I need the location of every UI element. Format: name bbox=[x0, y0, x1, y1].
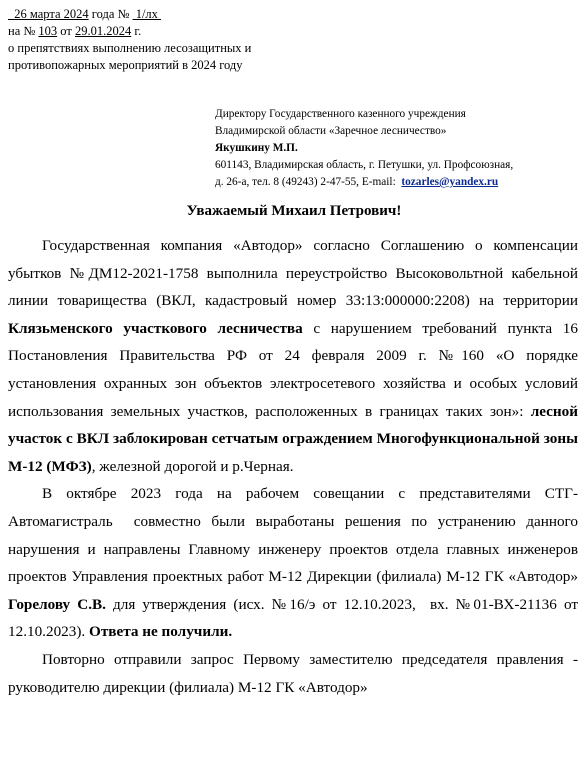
recipient-position: Директору Государственного казенного учреждения bbox=[215, 108, 466, 120]
recipient-address-text: д. 26-а, тел. 8 (49243) 2-47-55, E-mail: bbox=[215, 176, 402, 188]
recipient-email-link[interactable]: tozarles@yandex.ru bbox=[401, 176, 499, 188]
p2-text-1: В октябре 2023 года на рабочем совещании с представителями СТГ-Автомагистраль совместно были выработаны решения по устранению данного нарушения и направлены Главному инженеру проектов отдела главных инженеров проектов Управления проектных работ М-12 Дирекции (филиала) М-12 ГК «Автодор» bbox=[8, 485, 582, 586]
letter-date: 26 марта 2024 bbox=[14, 7, 89, 21]
subject-line-2: противопожарных мероприятий в 2024 году bbox=[8, 58, 243, 72]
paragraph-1 bbox=[8, 232, 578, 480]
letter-header bbox=[8, 6, 251, 74]
p2-text-2: для утверждения (исх. №16/э от 12.10.2023, вх. №01-ВХ-21136 от 12.10.2023). bbox=[8, 595, 582, 641]
year-word: года bbox=[88, 7, 118, 21]
reference-g: г. bbox=[131, 24, 142, 38]
letter-number: 1/лх bbox=[132, 7, 162, 21]
recipient-address-1: 601143, Владимирская область, г. Петушки, ул. Профсоюзная, bbox=[215, 159, 514, 171]
p1-text-3: , железной дорогой и р.Черная. bbox=[91, 457, 294, 475]
number-label: № bbox=[117, 7, 133, 21]
date-number-line bbox=[8, 6, 251, 23]
p3-text-1: Повторно отправили запрос Первому заместителю председателя правления - руководителю дирекции (филиала) М-12 ГК «Автодор» bbox=[8, 650, 578, 696]
recipient-block bbox=[215, 106, 513, 191]
p2-bold-1: Горелову С.В. bbox=[8, 595, 106, 613]
recipient-organization: Владимирской области «Заречное лесничество» bbox=[215, 125, 447, 137]
p1-text-2: с нарушением требований пункта 16 Постановления Правительства РФ от 24 февраля 2009 г. №160 «О порядке установления охранных зон объектов электросетевого хозяйства и особых условий использования земельных участков, расположенных в границах таких зон»: bbox=[8, 319, 578, 420]
reference-number: 103 bbox=[38, 24, 58, 38]
paragraph-3 bbox=[8, 646, 578, 701]
p1-bold-2: лесной участок с ВКЛ заблокирован сетчатым ограждением Многофункциональной зоны М-12 (МФЗ) bbox=[8, 402, 578, 475]
reference-prefix: на № bbox=[8, 24, 39, 38]
p1-text-1: Государственная компания «Автодор» согласно Соглашению о компенсации убытков №ДМ12-2021-1758 выполнила переустройство Высоковольтной кабельной линии товарищества (ВКЛ, кадастровый номер 33:13:000000:2208) на территории bbox=[8, 237, 578, 310]
recipient-address-2 bbox=[215, 174, 513, 191]
p1-bold-1: Клязьменского участкового лесничества bbox=[8, 319, 303, 337]
greeting: Уважаемый Михаил Петрович! bbox=[186, 203, 402, 219]
recipient-name: Якушкину М.П. bbox=[215, 142, 298, 154]
reference-date: 29.01.2024 bbox=[74, 24, 132, 38]
letter-body bbox=[8, 232, 582, 701]
p2-bold-2: Ответа не получили. bbox=[89, 623, 233, 641]
paragraph-2 bbox=[8, 480, 582, 646]
subject-line-1: о препятствиях выполнению лесозащитных и bbox=[8, 41, 252, 55]
reference-from: от bbox=[57, 24, 75, 38]
reference-line bbox=[8, 23, 251, 40]
